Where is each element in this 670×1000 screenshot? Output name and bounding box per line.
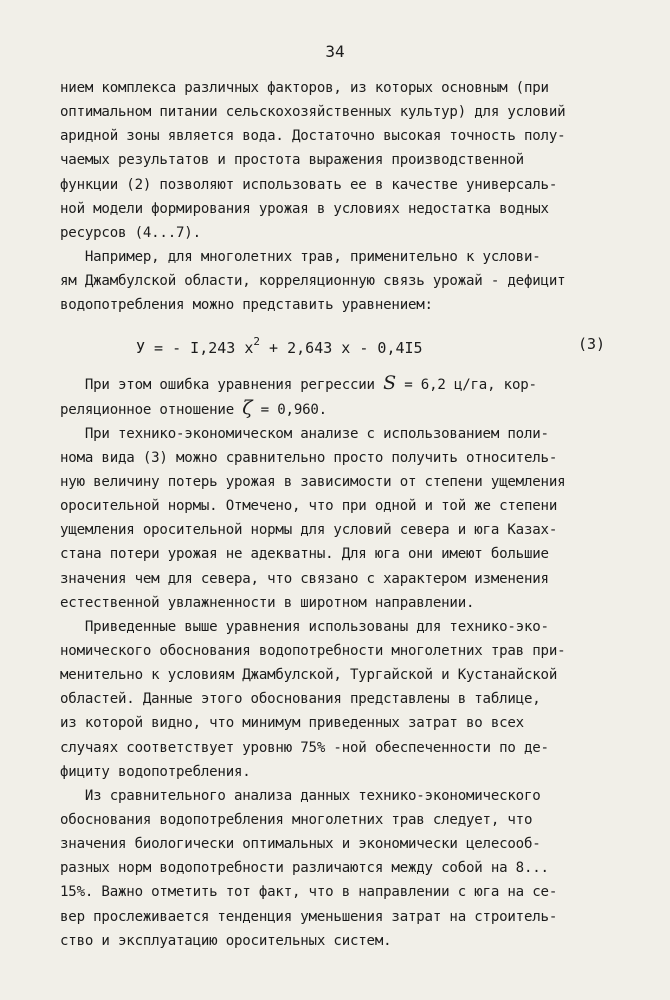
text-line: фициту водопотребления. (60, 763, 251, 780)
correlation-line-suffix: = 0,960. (252, 401, 327, 418)
error-symbol: S (383, 372, 396, 395)
text-line: случаях соответствует уровню 75% -ной обеспеченности по де- (60, 739, 549, 756)
equation-exponent: 2 (253, 335, 261, 349)
text-line: оптимальном питании сельскохозяйственных культур) для условий (60, 104, 566, 121)
error-line-prefix: При этом ошибка уравнения регрессии (60, 377, 384, 394)
text-line: Приведенные выше уравнения использованы для технико-эко- (60, 618, 549, 635)
text-line: Например, для многолетних трав, применительно к услови- (60, 248, 541, 265)
equation-number: (3) (578, 335, 606, 354)
text-line: вер прослеживается тенденция уменьшения затрат на строитель- (60, 908, 558, 925)
text-line: функции (2) позволяют использовать ее в качестве универсаль- (60, 176, 558, 193)
text-line: 15%. Важно отметить тот факт, что в направлении с юга на се- (60, 884, 558, 901)
text-line: естественной увлажненности в широтном направлении. (60, 594, 475, 611)
correlation-line-prefix: реляционное отношение (60, 401, 243, 418)
regression-equation (60, 317, 640, 371)
text-line: ство и эксплуатацию оросительных систем. (60, 932, 392, 949)
text-line: аридной зоны является вода. Достаточно высокая точность полу- (60, 128, 566, 145)
text-line: ресурсов (4...7). (60, 224, 201, 241)
equation-expression (136, 317, 423, 375)
error-line-suffix: = 6,2 ц/га, кор- (395, 377, 537, 394)
text-line: оросительной нормы. Отмечено, что при одной и той же степени (60, 498, 558, 515)
text-line: ную величину потерь урожая в зависимости от степени ущемления (60, 473, 566, 490)
equation-rhs: + 2,643 x - 0,4I5 (260, 339, 423, 358)
text-line: значения биологически оптимальных и экономически целесооб- (60, 836, 541, 853)
text-line: Из сравнительного анализа данных технико-экономического (60, 787, 541, 804)
text-line: ущемления оросительной нормы для условий севера и юга Казах- (60, 522, 558, 539)
text-line: При технико-экономическом анализе с использованием поли- (60, 425, 549, 442)
correlation-symbol: ζ (242, 396, 253, 419)
text-line: значения чем для севера, что связано с характером изменения (60, 570, 549, 587)
text-line: нием комплекса различных факторов, из которых основным (при (60, 80, 549, 96)
text-line: водопотребления можно представить уравнением: (60, 297, 433, 314)
text-line: разных норм водопотребности различаются между собой на 8... (60, 860, 549, 877)
correlation-line (60, 396, 640, 420)
text-line: чаемых результатов и простота выражения производственной (60, 152, 524, 169)
text-line: ной модели формирования урожая в условиях недостатка водных (60, 200, 549, 217)
text-line: номического обоснования водопотребности многолетних трав при- (60, 642, 566, 659)
text-line: областей. Данные этого обоснования представлены в таблице, (60, 691, 541, 708)
text-line: ям Джамбулской области, корреляционную связь урожай - дефицит (60, 273, 566, 290)
text-line: менительно к условиям Джамбулской, Тургайской и Кустанайской (60, 667, 558, 684)
text-line: обоснования водопотребления многолетних трав следует, что (60, 811, 533, 828)
page-number: 34 (325, 42, 345, 61)
equation-lhs: У = - I,243 x (136, 339, 254, 358)
text-line: стана потери урожая не адекватны. Для юга они имеют большие (60, 546, 549, 563)
text-line: из которой видно, что минимум приведенных затрат во всех (60, 715, 524, 732)
text-line: нома вида (3) можно сравнительно просто получить относитель- (60, 449, 558, 466)
body-text (60, 76, 640, 953)
